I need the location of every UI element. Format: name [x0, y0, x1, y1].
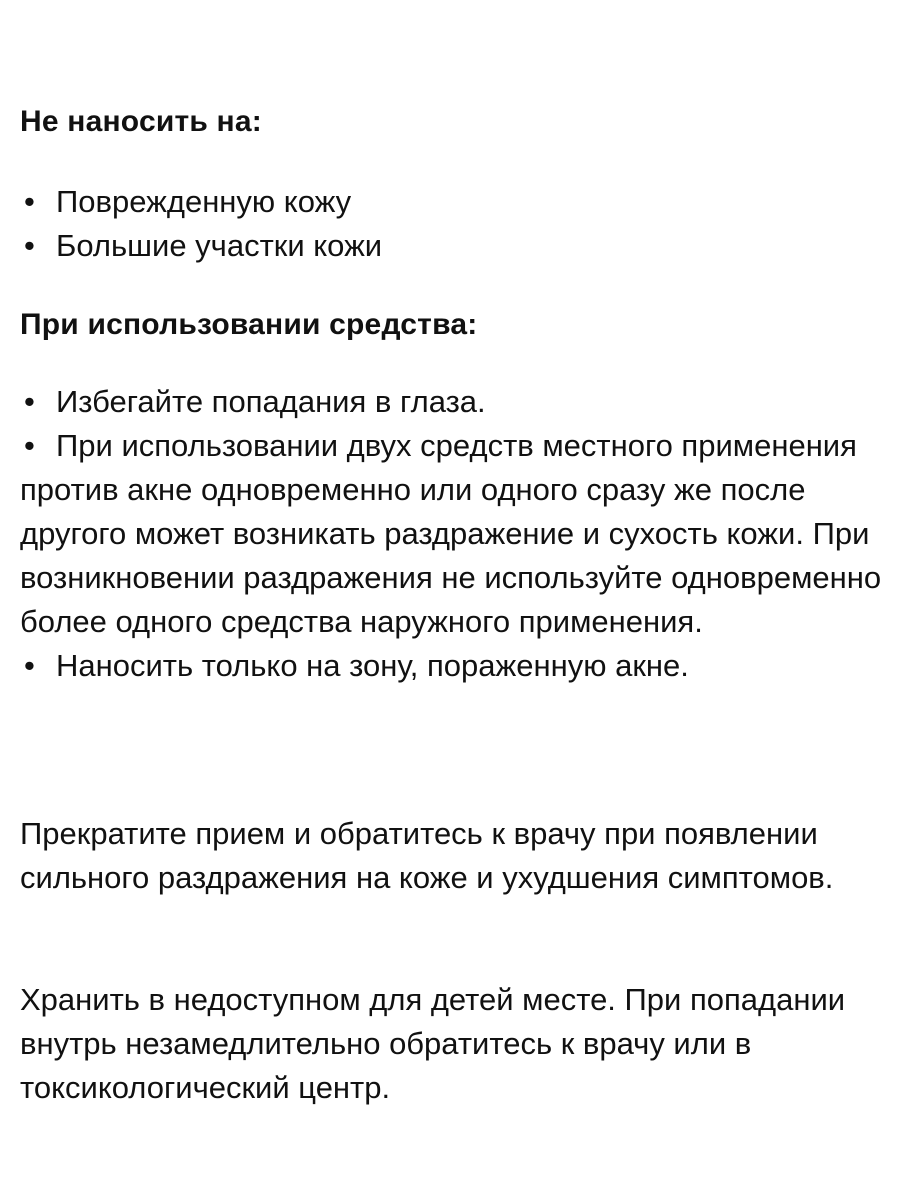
avoid-list: [20, 180, 880, 268]
usage-heading: При использовании средства:: [20, 308, 478, 341]
list-item: [20, 224, 880, 268]
list-item-text: Наносить только на зону, пораженную акне.: [56, 648, 689, 683]
list-item-text: При использовании двух средств местного применения против акне одновременно или одного сразу же после другого может возникать раздражение и сухость кожи. При возникновении раздражения не используйте одновременно более одного средства наружного применения.: [20, 428, 882, 639]
list-item-text: Большие участки кожи: [56, 228, 383, 263]
usage-list: [20, 380, 886, 688]
list-item: [20, 644, 886, 688]
storage-paragraph: Хранить в недоступном для детей месте. При попадании внутрь незамедлительно обратитесь к врачу или в токсикологический центр.: [20, 982, 846, 1105]
list-item: [20, 180, 880, 224]
list-item: [20, 380, 886, 424]
bullet-icon: •: [24, 228, 35, 263]
bullet-icon: •: [24, 648, 35, 683]
list-item-text: Поврежденную кожу: [56, 184, 352, 219]
bullet-icon: •: [24, 184, 35, 219]
list-item-text: Избегайте попадания в глаза.: [56, 384, 486, 419]
bullet-icon: •: [24, 428, 35, 463]
list-item: [20, 424, 886, 644]
bullet-icon: •: [24, 384, 35, 419]
avoid-heading: Не наносить на:: [20, 105, 262, 138]
stop-usage-paragraph: Прекратите прием и обратитесь к врачу при появлении сильного раздражения на коже и ухудшения симптомов.: [20, 816, 834, 895]
